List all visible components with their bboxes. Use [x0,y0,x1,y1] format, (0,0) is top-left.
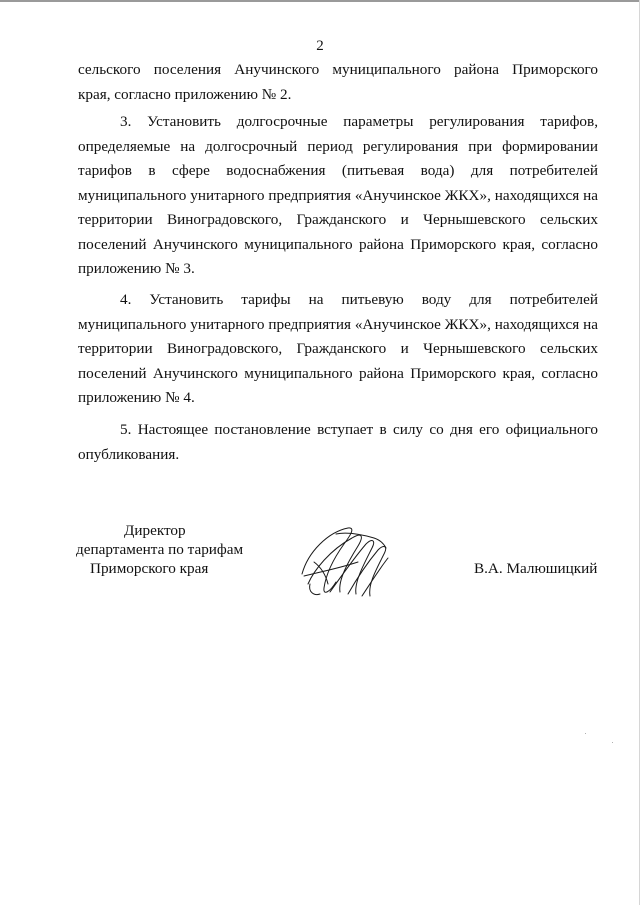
signatory-title [76,521,276,578]
text-line: поселений Анучинского муниципального района Приморского края, согласно [78,364,598,382]
text-line: опубликования. [78,445,180,463]
text-line: определяемые на долгосрочный период регулирования при формировании [78,137,598,155]
paragraph-item-4 [78,288,598,411]
scan-speck [612,742,613,743]
signatory-name: В.А. Малюшицкий [474,560,598,577]
scan-speck [585,733,586,734]
text-line: муниципального унитарного предприятия «Анучинское ЖКХ», находящихся на [78,315,598,333]
text-line: муниципального унитарного предприятия «Анучинское ЖКХ», находящихся на [78,186,598,204]
text-line: сельского поселения Анучинского муниципального района Приморского [78,61,598,78]
text-line: 4. Установить тарифы на питьевую воду для потребителей [120,291,598,308]
text-line: края, согласно приложению № 2. [78,85,292,103]
text-line: территории Виноградовского, Гражданского и Чернышевского сельских [78,340,598,357]
handwritten-signature [300,522,392,600]
text-line: поселений Анучинского муниципального района Приморского края, согласно [78,235,598,253]
text-line: территории Виноградовского, Гражданского и Чернышевского сельских [78,211,598,228]
paragraph-item-3 [78,110,598,282]
signatory-title-line: департамента по тарифам [76,541,244,558]
text-line: приложению № 4. [78,389,195,406]
signatory-title-line: Директор [124,522,186,539]
signatory-title-line: Приморского края [90,560,209,577]
text-line: приложению № 3. [78,260,195,277]
text-line: 5. Настоящее постановление вступает в силу со дня его официального [120,421,598,438]
scan-top-edge [0,0,640,2]
page-number: 2 [316,38,324,54]
text-line: 3. Установить долгосрочные параметры регулирования тарифов, [120,113,598,130]
text-line: тарифов в сфере водоснабжения (питьевая вода) для потребителей [78,162,598,179]
paragraph-item-5 [78,418,598,467]
paragraph-continuation [78,58,598,107]
